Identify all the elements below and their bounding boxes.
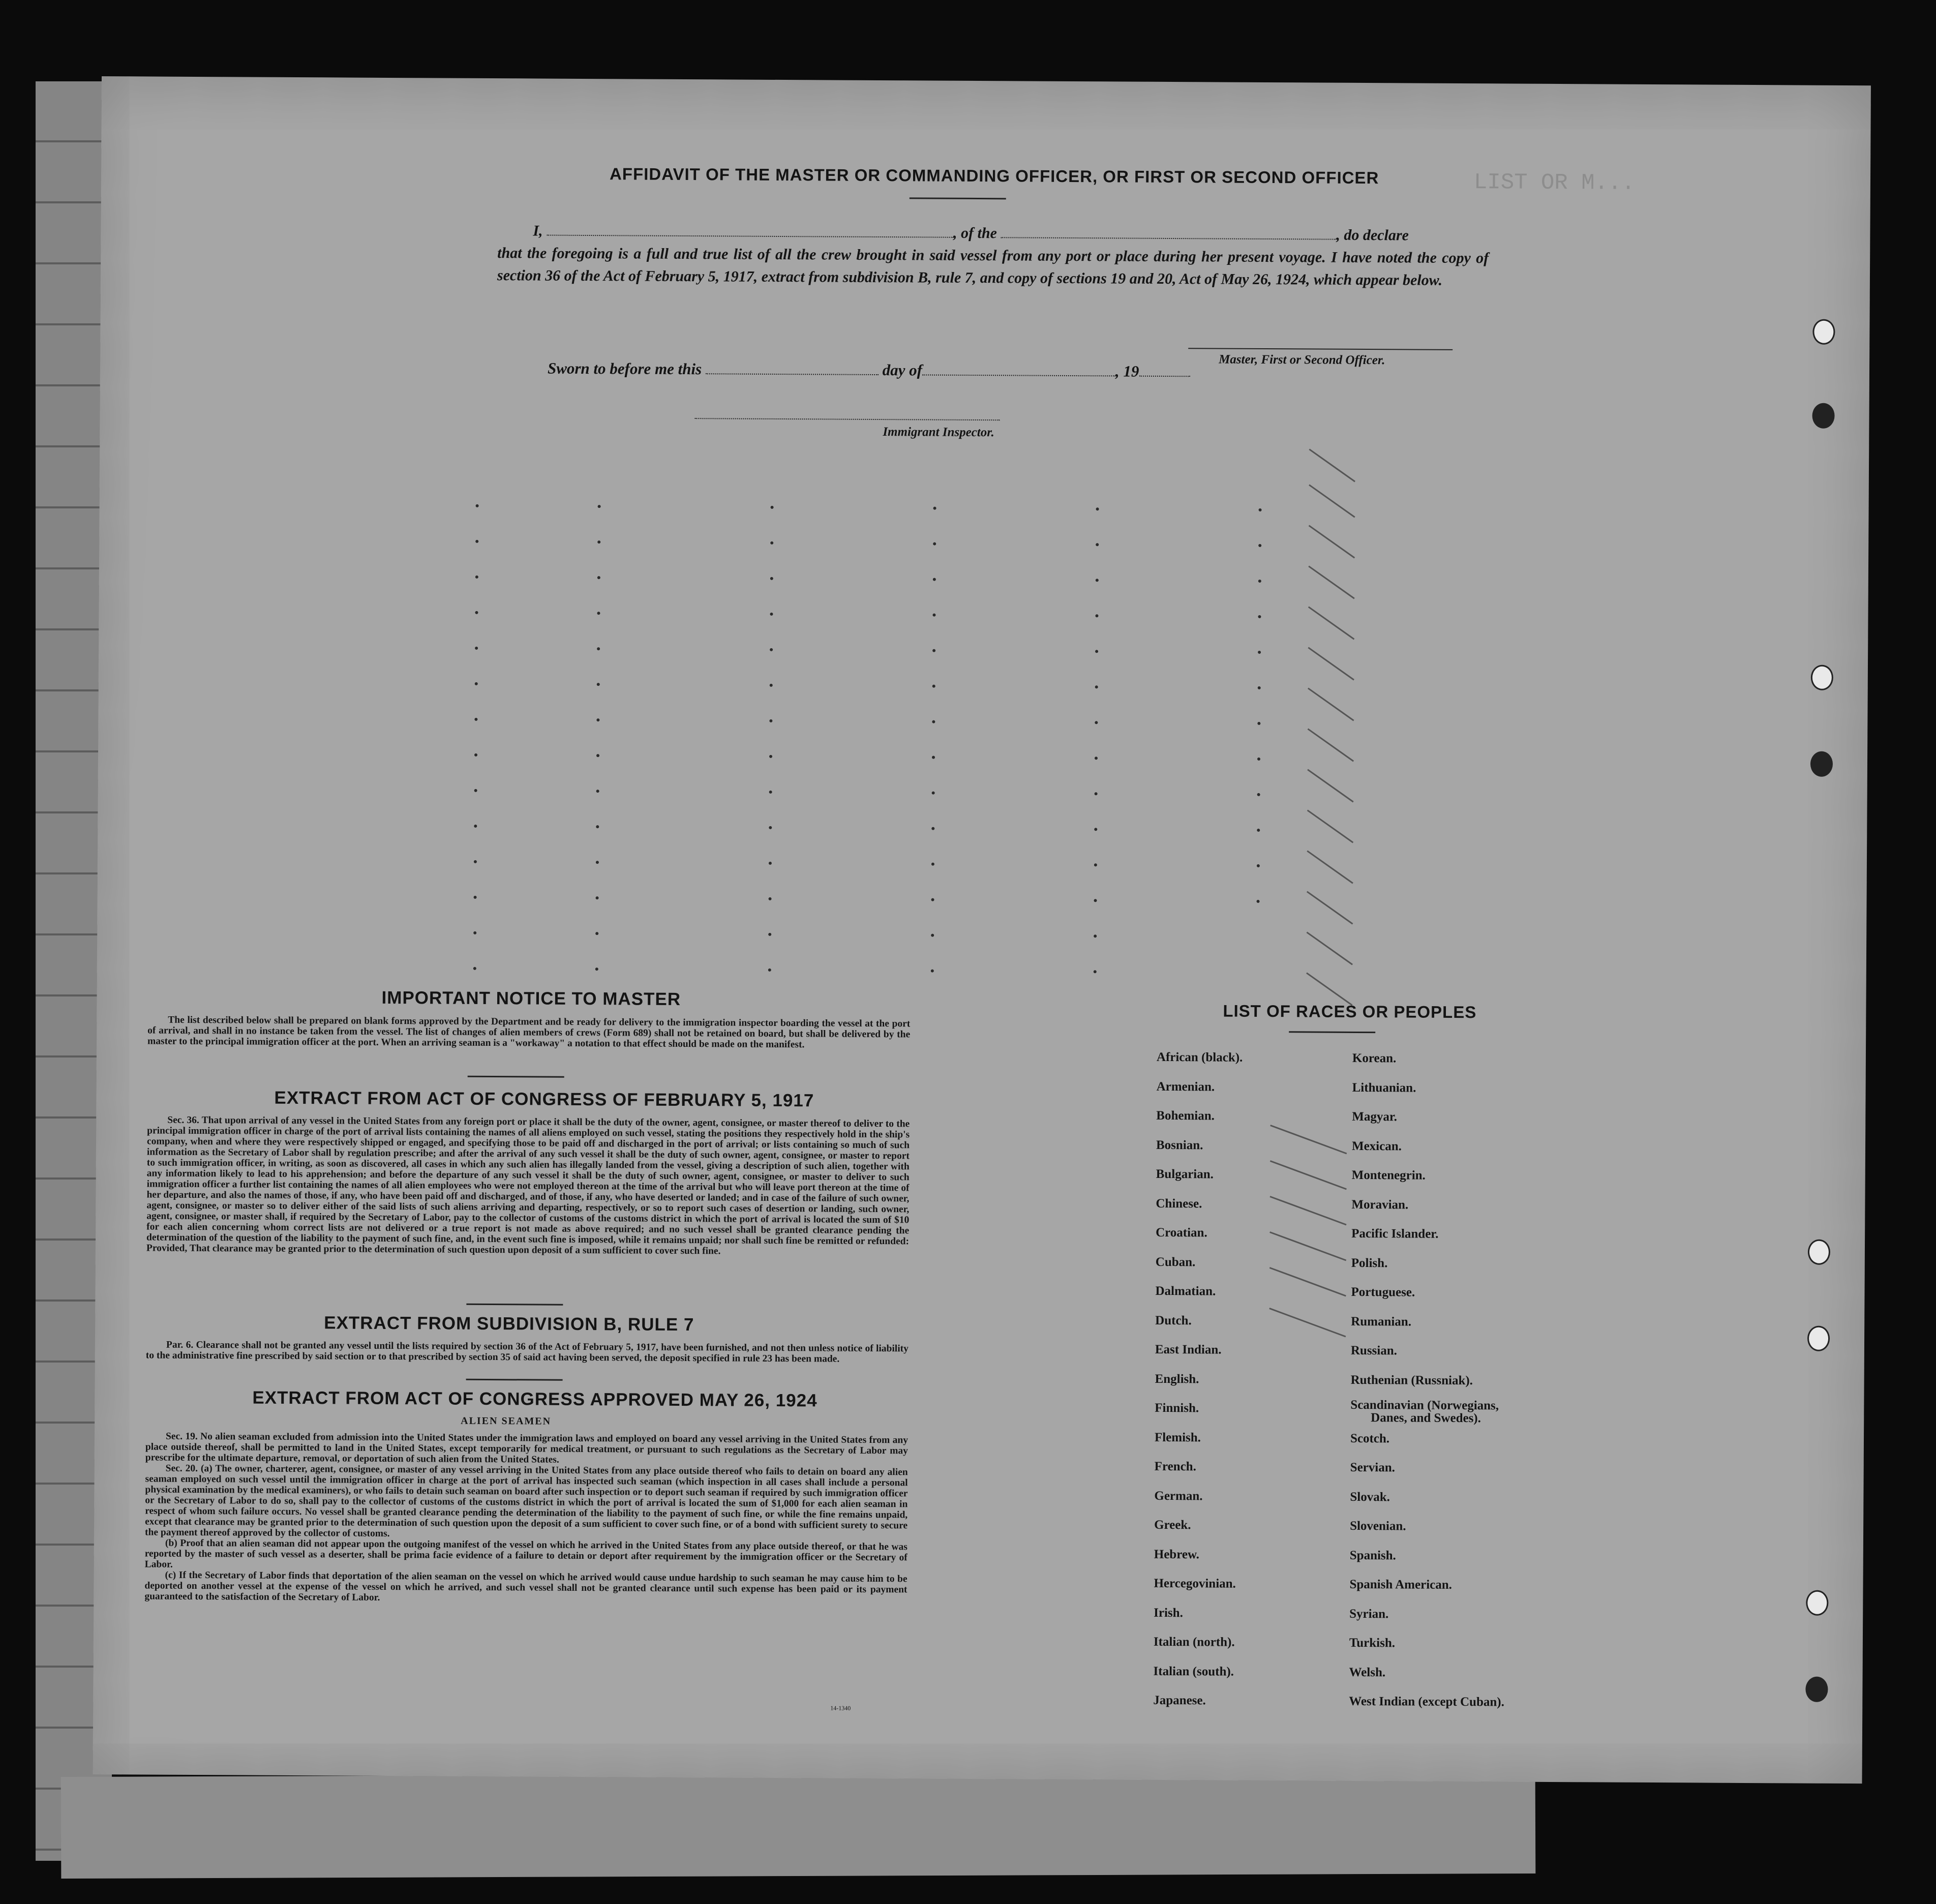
pencil-mark — [1306, 931, 1353, 965]
race-item: Slovenian. — [1350, 1519, 1406, 1533]
grid-dot — [474, 718, 477, 721]
race-item: Servian. — [1350, 1460, 1395, 1475]
grid-dot — [770, 577, 773, 580]
grid-dot — [1258, 580, 1261, 583]
race-item: Rumanian. — [1351, 1314, 1412, 1329]
master-signature-line — [1188, 348, 1453, 350]
grid-dot — [769, 897, 772, 900]
year-prefix: , 19 — [1115, 362, 1139, 380]
pencil-mark — [1308, 728, 1354, 762]
pencil-mark — [1269, 1267, 1346, 1296]
pencil-mark — [1269, 1308, 1346, 1337]
inspector-signature-label: Immigrant Inspector. — [883, 425, 994, 440]
section-rule — [466, 1304, 563, 1306]
grid-dot — [1096, 543, 1099, 546]
race-item: Flemish. — [1154, 1430, 1201, 1444]
grid-dot — [931, 898, 934, 901]
grid-dot — [475, 540, 478, 543]
grid-dot — [769, 719, 772, 722]
grid-dot — [932, 756, 935, 759]
section-rule — [466, 1379, 563, 1381]
grid-dot — [1258, 686, 1261, 689]
grid-dot — [475, 682, 478, 685]
year-blank — [1139, 363, 1190, 377]
grid-dot — [1257, 793, 1260, 796]
pencil-mark — [1307, 809, 1354, 843]
race-item: West Indian (except Cuban). — [1349, 1694, 1504, 1709]
race-item: Cuban. — [1155, 1255, 1196, 1269]
pencil-mark — [1308, 606, 1355, 640]
grid-dot — [1094, 828, 1097, 831]
race-item: Welsh. — [1349, 1665, 1386, 1679]
sworn-line — [548, 359, 1190, 381]
grid-dot — [931, 827, 934, 830]
grid-dot — [1096, 507, 1099, 510]
pencil-mark — [1269, 1196, 1346, 1225]
race-item-multiline — [1350, 1395, 1506, 1425]
grid-dot — [1257, 900, 1260, 903]
section-rule — [1289, 1031, 1375, 1033]
officer-name-blank — [547, 223, 953, 238]
dot-grid — [102, 76, 1871, 85]
grid-dot — [771, 506, 774, 509]
grid-dot — [474, 825, 477, 828]
binder-hole — [1812, 319, 1835, 345]
day-of-label: day of — [882, 361, 923, 379]
grid-dot — [474, 896, 477, 899]
race-item: Chinese. — [1156, 1196, 1202, 1211]
race-item: Bulgarian. — [1156, 1167, 1214, 1182]
race-item: Mexican. — [1351, 1139, 1402, 1153]
notice-text — [147, 1014, 910, 1050]
grid-dot — [598, 505, 601, 508]
grid-dot — [475, 611, 478, 614]
section-19-paragraph: Sec. 19. No alien seaman excluded from admission into the United States under the immigration laws and employed on board any vessel arriving in the United States from any place outside thereof, shall be permitted to land in the United States, except temporarily for medical treatment, or pursuant to such regulations as the Secretary of Labor may prescribe for the ultimate departure, removal, or deportation of such alien from the United States. — [145, 1431, 909, 1465]
grid-dot — [1259, 508, 1262, 511]
race-item: East Indian. — [1155, 1342, 1222, 1357]
grid-dot — [1257, 829, 1260, 832]
race-item: Hercegovinian. — [1154, 1576, 1236, 1591]
pencil-mark — [1308, 687, 1354, 721]
grid-dot — [475, 647, 478, 650]
grid-dot — [1094, 970, 1097, 973]
grid-dot — [596, 861, 599, 864]
grid-dot — [770, 541, 773, 545]
race-item: Bohemian. — [1156, 1108, 1215, 1123]
grid-dot — [595, 968, 598, 971]
race-item: Polish. — [1351, 1256, 1388, 1270]
grid-dot — [1257, 864, 1260, 867]
grid-dot — [596, 825, 599, 828]
grid-dot — [932, 720, 935, 723]
grid-dot — [1257, 722, 1260, 725]
title-rule — [910, 197, 1006, 199]
race-item: Syrian. — [1349, 1607, 1389, 1621]
grid-dot — [473, 931, 476, 934]
grid-dot — [474, 753, 477, 757]
section-20a-paragraph: Sec. 20. (a) The owner, charterer, agent, consignee, or master of any vessel arriving in the United States from any place outside thereof who fails to detain on board any alien seaman employed on such vessel until the immigration officer in charge at the port of arrival has inspected such seaman (which inspection in all cases shall include a personal physical examination by the medical examiners), or who fails to detain such seaman on board after such inspection or to deport such seaman if required by such immigration officer or the Secretary of Labor to do so, shall pay to the collector of customs of the customs district in which the port of arrival is located the sum of $1,000 for each alien seaman in respect of whom such failure occurs. No vessel shall be granted clearance pending the determination of the liability to the payment of such fine, or while the fine remains unpaid, except that clearance may be granted prior to the determination of such question upon the deposit of a sum sufficient to cover such fine, or of a bond with sufficient surety to secure the payment thereof approved by the collector of customs. — [144, 1463, 908, 1539]
grid-dot — [1258, 544, 1261, 547]
grid-dot — [769, 791, 772, 794]
grid-dot — [596, 790, 599, 793]
grid-dot — [1258, 651, 1261, 654]
grid-dot — [1095, 614, 1098, 617]
grid-dot — [933, 507, 936, 510]
declaration-body: that the foregoing is a full and true list of all the crew brought in said vessel from any port or place during her present voyage. I have noted the copy of section 36 of the Act of February 5, 1917, extract from subdivision B, rule 7, and copy of sections 19 and 20, Act of May 26, 1924, which appear below. — [497, 245, 1489, 289]
alien-seamen-subheading: ALIEN SEAMEN — [461, 1415, 552, 1427]
pencil-mark — [1307, 769, 1354, 802]
race-item: Spanish. — [1349, 1548, 1396, 1562]
race-item: Ruthenian (Russniak). — [1350, 1373, 1473, 1387]
race-item: Italian (south). — [1153, 1664, 1234, 1679]
grid-dot — [933, 542, 936, 546]
pencil-mark — [1309, 484, 1355, 518]
race-item: Slovak. — [1350, 1490, 1390, 1504]
race-item: Moravian. — [1351, 1197, 1409, 1212]
races-list-left — [1153, 1043, 1243, 1715]
inspector-signature-line — [694, 418, 1000, 420]
pencil-mark — [1307, 891, 1353, 924]
race-item: Armenian. — [1156, 1079, 1215, 1094]
extract-1917-heading: EXTRACT FROM ACT OF CONGRESS OF FEBRUARY 5, 1917 — [274, 1087, 814, 1111]
grid-dot — [932, 792, 935, 795]
grid-dot — [1257, 758, 1260, 761]
race-item: Montenegrin. — [1351, 1168, 1426, 1183]
pencil-mark — [1306, 972, 1353, 1006]
notice-paragraph: The list described below shall be prepared on blank forms approved by the Department and be ready for delivery to the immigration inspector boarding the vessel at the port of arrival, and shall in no instance be taken from the vessel. The list of changes of alien members of crews (Form 689) shall not be retained on board, but shall be delivered by the master to the principal immigration officer at the port. When an arriving seaman is a "workaway" a notation to that effect should be made on the manifest. — [147, 1014, 911, 1050]
race-item: Irish. — [1154, 1606, 1183, 1620]
month-blank — [922, 362, 1115, 377]
extract-1917-text — [146, 1114, 910, 1257]
race-item: Pacific Islander. — [1351, 1226, 1439, 1241]
form-code: 14-1340 — [830, 1704, 851, 1712]
race-item: Turkish. — [1349, 1636, 1396, 1650]
race-item: French. — [1154, 1459, 1196, 1474]
grid-dot — [474, 860, 477, 863]
races-list-right — [1349, 1044, 1508, 1717]
binder-hole — [1811, 665, 1833, 690]
pencil-mark — [1308, 647, 1354, 680]
grid-dot — [475, 576, 478, 579]
race-item: Korean. — [1352, 1051, 1397, 1066]
grid-dot — [597, 540, 600, 543]
grid-dot — [595, 932, 598, 935]
race-item: English. — [1155, 1372, 1199, 1386]
section-36-paragraph: Sec. 36. That upon arrival of any vessel in the United States from any foreign port or place it shall be the duty of the owner, agent, consignee, or master thereof to deliver to the principal immigration officer in charge of the port of arrival lists containing the names of all aliens employed on such vessel, stating the positions they respectively hold in the ship's company, when and where they were respectively shipped or engaged, and specifying those to be paid off and discharged in the port of arrival; or lists containing so much of such information as the Secretary of Labor shall by regulation prescribe; and after the arrival of any such vessel it shall be the duty of such owner, agent, consignee, or master to report to such immigration officer, in writing, as soon as discovered, all cases in which any such alien has illegally landed from the vessel, giving a description of such alien, together with any information likely to lead to his apprehension; and before the departure of any such vessel it shall be the duty of such owner, agent, consignee, or master to deliver to such immigration officer a further list containing the names of all alien employees who were not employed thereon at the time of the arrival but who will leave port thereon at the time of her departure, and also the names of those, if any, who have been paid off and discharged, and of those, if any, who have deserted or landed; and in case of the failure of such owner, agent, consignee, or master so to deliver either of the said lists of such aliens arriving and departing, respectively, or so to report such cases of desertion or landing, such owner, agent, consignee, or master shall, if required by the Secretary of Labor, pay to the collector of customs of the customs district in which the port of arrival is located the sum of $10 for each alien concerning whom correct lists are not delivered or a true report is not made as above required; and no such vessel shall be granted clearance pending the determination of the question of the liability to the payment of such fine, and, in the event such fine is imposed, while it remains unpaid; nor shall such fine be remitted or refunded: Provided, That clearance may be granted prior to the determination of such question upon deposit of a sum sufficient to cover such fine. — [146, 1114, 910, 1257]
i-prefix: I, — [533, 222, 543, 239]
grid-dot — [1095, 721, 1098, 724]
grid-dot — [770, 684, 773, 687]
pencil-mark — [1309, 448, 1355, 482]
grid-dot — [597, 683, 600, 686]
section-20b-paragraph: (b) Proof that an alien seaman did not appear upon the outgoing manifest of the vessel on which he arrived in the United States from any place outside thereof, or that he was reported by the master of such vessel as a deserter, shall be prima facie evidence of a failure to detain or deport after requirement by the immigration officer or the Secretary of Labor. — [144, 1537, 908, 1570]
pencil-mark — [1270, 1160, 1347, 1190]
race-item: African (black). — [1156, 1050, 1243, 1065]
race-item-line: Scandinavian (Norwegians, — [1350, 1398, 1499, 1413]
race-item: Italian (north). — [1153, 1635, 1235, 1649]
page-title: AFFIDAVIT OF THE MASTER OR COMMANDING OFFICER, OR FIRST OR SECOND OFFICER — [609, 164, 1379, 188]
grid-dot — [1095, 792, 1098, 795]
grid-dot — [932, 614, 935, 617]
grid-dot — [931, 934, 934, 937]
grid-dot — [476, 504, 479, 507]
grid-dot — [1094, 899, 1097, 902]
section-20c-paragraph: (c) If the Secretary of Labor finds that deportation of the alien seaman on the vessel on which he arrived would cause undue hardship to such seaman he may cause him to be deported on another vessel at the expense of the vessel on which he arrived, and such vessel shall not be granted clearance until such expense has been paid or its payment guaranteed to the satisfaction of the Secretary of Labor. — [144, 1569, 908, 1603]
race-item: Lithuanian. — [1352, 1080, 1416, 1095]
race-item-line: Danes, and Swedes). — [1371, 1411, 1481, 1426]
race-item: Russian. — [1350, 1343, 1397, 1358]
grid-dot — [596, 718, 599, 721]
grid-dot — [768, 969, 771, 972]
race-item: Magyar. — [1352, 1109, 1398, 1124]
grid-dot — [1258, 615, 1261, 618]
grid-dot — [597, 576, 600, 579]
binder-hole — [1805, 1677, 1828, 1702]
race-item: German. — [1154, 1489, 1203, 1503]
master-signature-label: Master, First or Second Officer. — [1219, 352, 1385, 368]
do-declare-label: , do declare — [1336, 226, 1409, 244]
grid-dot — [931, 863, 934, 866]
grid-dot — [769, 862, 772, 865]
grid-dot — [1095, 757, 1098, 760]
underlying-sheet — [61, 1772, 1536, 1879]
grid-dot — [933, 578, 936, 581]
vessel-name-blank — [1001, 225, 1336, 239]
grid-dot — [931, 970, 934, 973]
extract-1924-heading: EXTRACT FROM ACT OF CONGRESS APPROVED MAY 26, 1924 — [252, 1387, 818, 1411]
grid-dot — [1094, 934, 1097, 938]
grid-dot — [597, 612, 600, 615]
day-blank — [706, 360, 879, 375]
sworn-prefix: Sworn to before me this — [547, 359, 702, 378]
pencil-mark — [1307, 850, 1353, 884]
rule7-paragraph: Par. 6. Clearance shall not be granted any vessel until the lists required by section 36 of the Act of February 5, 1917, have been furnished, and not then unless notice of liability to the administrative fine prescribed by said section or to that prescribed by section 35 of said act having been served, the deposit specified in rule 23 has been made. — [145, 1339, 909, 1365]
grid-dot — [596, 896, 599, 899]
race-item: Japanese. — [1153, 1693, 1206, 1708]
pencil-mark — [1270, 1125, 1347, 1154]
grid-dot — [769, 826, 772, 829]
race-item: Dalmatian. — [1155, 1284, 1216, 1298]
grid-dot — [474, 789, 477, 792]
grid-dot — [1096, 579, 1099, 582]
grid-dot — [1094, 863, 1097, 866]
binder-hole — [1806, 1590, 1828, 1616]
binder-hole — [1810, 751, 1833, 777]
grid-dot — [597, 647, 600, 650]
race-item: Croatian. — [1156, 1225, 1207, 1240]
section-rule — [468, 1076, 564, 1078]
race-item: Spanish American. — [1349, 1577, 1453, 1592]
of-the-label: , of the — [953, 224, 997, 242]
grid-dot — [1095, 650, 1098, 653]
extract-1924-text — [144, 1431, 908, 1606]
rule7-text — [146, 1339, 909, 1365]
bleed-through-text: LIST OR M... — [1473, 170, 1635, 196]
race-item: Bosnian. — [1156, 1138, 1203, 1152]
affidavit-paragraph — [497, 220, 1489, 292]
pencil-mark — [1308, 565, 1355, 599]
race-item: Finnish. — [1155, 1401, 1199, 1415]
race-item: Scotch. — [1350, 1431, 1390, 1445]
grid-dot — [932, 685, 935, 688]
grid-dot — [770, 648, 773, 651]
document-page — [93, 76, 1871, 1784]
grid-dot — [932, 649, 935, 652]
race-item: Hebrew. — [1154, 1547, 1200, 1561]
grid-dot — [473, 967, 476, 970]
grid-dot — [596, 754, 599, 757]
notice-heading: IMPORTANT NOTICE TO MASTER — [381, 987, 681, 1009]
pencil-mark — [1269, 1231, 1346, 1261]
rule7-heading: EXTRACT FROM SUBDIVISION B, RULE 7 — [324, 1313, 694, 1335]
grid-dot — [1095, 685, 1098, 688]
binder-hole — [1807, 1326, 1830, 1351]
binder-hole — [1812, 403, 1834, 429]
binder-hole — [1808, 1240, 1830, 1265]
pencil-mark — [1309, 525, 1355, 558]
races-heading: LIST OF RACES OR PEOPLES — [1223, 1001, 1477, 1022]
grid-dot — [769, 755, 772, 758]
race-item: Greek. — [1154, 1518, 1191, 1532]
race-item: Portuguese. — [1351, 1285, 1415, 1299]
grid-dot — [770, 613, 773, 616]
race-item: Dutch. — [1155, 1313, 1192, 1327]
grid-dot — [768, 933, 771, 936]
